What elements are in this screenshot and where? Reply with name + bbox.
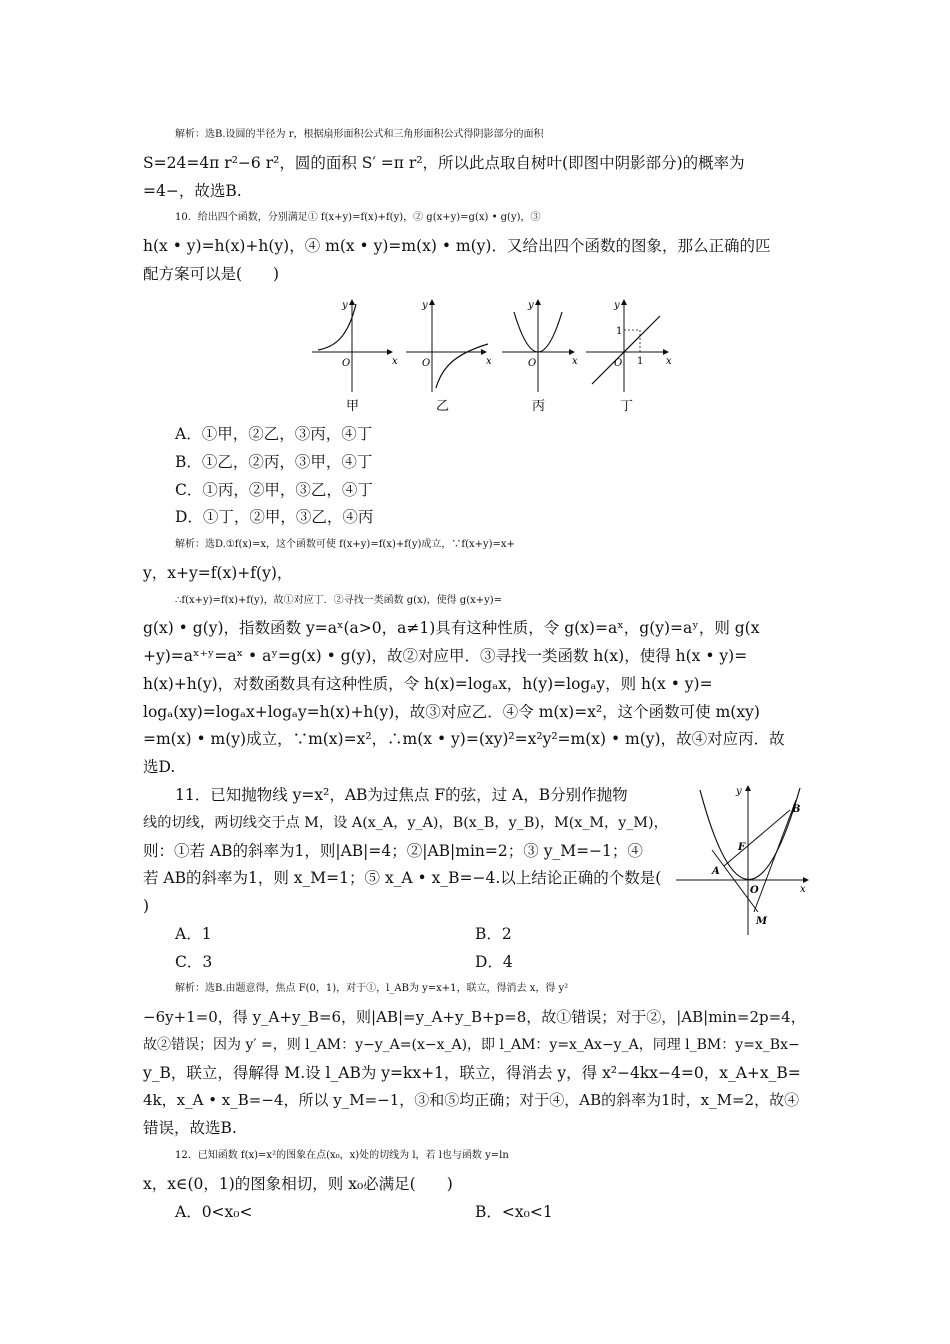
solution-line: h(x)+h(y)，对数函数具有这种性质，令 h(x)=logₐx，h(y)=logₐy，则 h(x • y)= bbox=[143, 675, 713, 693]
svg-text:1: 1 bbox=[637, 356, 644, 367]
q11-line: 则：①若 AB的斜率为1，则|AB|=4；②|AB|min=2；③ y_M=−1；④ bbox=[143, 842, 643, 860]
svg-text:y: y bbox=[342, 300, 348, 311]
solution-line: +y)=aˣ⁺ʸ=aˣ • aʸ=g(x) • g(y)，故②对应甲．③寻找一类函数 h(x)，使得 h(x • y)= bbox=[143, 647, 748, 665]
q12-option-b: B．<x₀<1 bbox=[475, 1203, 553, 1221]
q11-option-a: A．1 bbox=[175, 925, 212, 943]
q10-option-c: C．①丙，②甲，③乙，④丁 bbox=[175, 481, 373, 499]
svg-text:丁: 丁 bbox=[620, 399, 634, 414]
svg-text:A: A bbox=[712, 866, 720, 877]
svg-text:x: x bbox=[392, 356, 398, 367]
solution-line: 选D. bbox=[143, 758, 176, 776]
q11-option-c: C．3 bbox=[175, 953, 213, 971]
svg-text:x: x bbox=[486, 356, 492, 367]
svg-text:x: x bbox=[572, 356, 578, 367]
solution-line: 错误，故选B. bbox=[143, 1119, 237, 1137]
q11-option-b: B．2 bbox=[475, 925, 512, 943]
svg-text:甲: 甲 bbox=[346, 399, 360, 414]
svg-text:F: F bbox=[738, 842, 746, 853]
svg-text:O: O bbox=[422, 358, 431, 369]
svg-text:乙: 乙 bbox=[436, 399, 450, 414]
solution-line: 解析：选D.①f(x)=x，这个函数可使 f(x+y)=f(x)+f(y)成立，∵f(x+y)=x+ bbox=[175, 539, 515, 550]
svg-text:O: O bbox=[342, 358, 351, 369]
solution-line: 故②错误；因为 y′ =，则 l_AM：y−y_A=(x−x_A)，即 l_AM：y=x_Ax−y_A，同理 l_BM：y=x_Bx− bbox=[143, 1037, 800, 1053]
solution-line: 解析：选B.由题意得，焦点 F(0，1)，对于①，l_AB为 y=x+1，联立，得消去 x，得 y² bbox=[175, 983, 569, 994]
solution-line: −6y+1=0，得 y_A+y_B=6，则|AB|=y_A+y_B+p=8，故①错误；对于②，|AB|min=2p=4， bbox=[143, 1008, 806, 1026]
q11-line: ) bbox=[143, 897, 150, 915]
text-line: 解析：选B.设圆的半径为 r，根据扇形面积公式和三角形面积公式得阴影部分的面积 bbox=[175, 129, 544, 140]
text-line: 10．给出四个函数，分别满足① f(x+y)=f(x)+f(y)，② g(x+y)=g(x) • g(y)，③ bbox=[175, 212, 541, 223]
solution-line: g(x) • g(y)，指数函数 y=aˣ(a>0，a≠1)具有这种性质，令 g(x)=aˣ，g(y)=aʸ，则 g(x bbox=[143, 619, 760, 637]
q11-parabola-figure bbox=[672, 780, 812, 940]
q12-line: 12．已知函数 f(x)=x²的图象在点(x₀，x)处的切线为 l，若 l也与函数 y=ln bbox=[175, 1150, 509, 1161]
solution-line: =m(x) • m(y)成立，∵m(x)=x²，∴m(x • y)=(xy)²=x²y²=m(x) • m(y)，故④对应丙．故 bbox=[143, 730, 785, 748]
solution-line: ∴f(x+y)=f(x)+f(y)，故①对应丁．②寻找一类函数 g(x)，使得 g(x+y)= bbox=[175, 595, 503, 606]
svg-text:M: M bbox=[756, 916, 768, 927]
svg-text:O: O bbox=[528, 358, 537, 369]
q11-line: 若 AB的斜率为1，则 x_M=1；⑤ x_A • x_B=−4.以上结论正确的个数是( bbox=[143, 869, 662, 887]
text-line: =4−，故选B. bbox=[143, 182, 242, 200]
graph-bing bbox=[502, 300, 578, 414]
solution-line: 4k，x_A • x_B=−4，所以 y_M=−1，③和⑤均正确；对于④，AB的斜率为1时，x_M=2，故④ bbox=[143, 1091, 800, 1109]
solution-line: y，x+y=f(x)+f(y)， bbox=[143, 564, 293, 582]
svg-text:y: y bbox=[614, 300, 620, 311]
svg-text:x: x bbox=[666, 356, 672, 367]
q11-line: 线的切线，两切线交于点 M，设 A(x_A，y_A)，B(x_B，y_B)，M(x_M，y_M)， bbox=[143, 815, 668, 831]
svg-text:B: B bbox=[792, 804, 801, 815]
graph-yi bbox=[406, 300, 492, 414]
svg-text:y: y bbox=[528, 300, 534, 311]
q11-option-d: D．4 bbox=[475, 953, 513, 971]
graph-jia bbox=[312, 300, 398, 414]
svg-text:O: O bbox=[614, 358, 623, 369]
q10-option-a: A．①甲，②乙，③丙，④丁 bbox=[175, 425, 373, 443]
q11-line: 11．已知抛物线 y=x²，AB为过焦点 F的弦，过 A，B分别作抛物 bbox=[175, 786, 628, 804]
text-line: S=24=4π r²−6 r²，圆的面积 S′ =π r²，所以此点取自树叶(即图中阴影部分)的概率为 bbox=[143, 154, 745, 172]
svg-text:O: O bbox=[750, 885, 759, 896]
text-line: 配方案可以是( ) bbox=[143, 265, 280, 283]
q12-line: x，x∈(0，1)的图象相切，则 x₀必满足( ) bbox=[143, 1175, 453, 1193]
q10-option-d: D．①丁，②甲，③乙，④丙 bbox=[175, 508, 374, 526]
q10-graphs-figure bbox=[310, 292, 680, 417]
q12-option-a: A．0<x₀< bbox=[175, 1203, 253, 1221]
solution-line: logₐ(xy)=logₐx+logₐy=h(x)+h(y)，故③对应乙．④令 m(x)=x²，这个函数可使 m(xy) bbox=[143, 703, 760, 721]
q10-option-b: B．①乙，②丙，③甲，④丁 bbox=[175, 453, 373, 471]
svg-text:丙: 丙 bbox=[532, 399, 546, 414]
svg-text:y: y bbox=[422, 300, 428, 311]
text-line: h(x • y)=h(x)+h(y)，④ m(x • y)=m(x) • m(y)．又给出四个函数的图象，那么正确的匹 bbox=[143, 237, 771, 255]
graph-ding bbox=[586, 300, 672, 414]
solution-line: y_B，联立，得解得 M.设 l_AB为 y=kx+1，联立，得消去 y，得 x²−4kx−4=0，x_A+x_B= bbox=[143, 1064, 801, 1082]
svg-text:x: x bbox=[800, 884, 806, 895]
svg-text:1: 1 bbox=[616, 326, 623, 337]
svg-text:y: y bbox=[736, 786, 742, 797]
